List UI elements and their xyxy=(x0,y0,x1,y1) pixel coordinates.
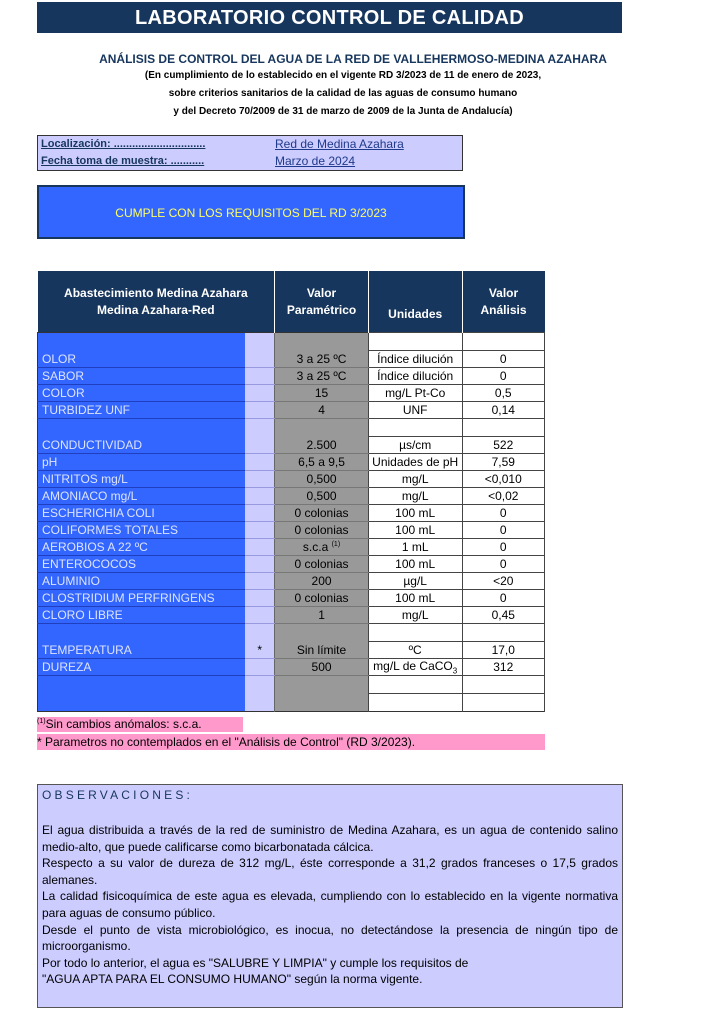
unit-text: ºC xyxy=(408,643,422,657)
analysis-value-text: 0 xyxy=(499,591,507,605)
parameter-mark xyxy=(245,437,275,454)
parameter-name xyxy=(38,454,246,471)
observation-paragraph: El agua distribuida a través de la red de suministro de Medina Azahara, es un agua de contenido salino medio-alto, que puede calificarse como bicarbonatada cálcica. xyxy=(42,823,618,854)
table-row xyxy=(38,488,545,505)
analysis-table-body xyxy=(38,333,545,712)
analysis-value xyxy=(462,590,544,607)
parameter-name xyxy=(38,607,246,624)
unit xyxy=(368,437,462,454)
analysis-value xyxy=(462,642,544,659)
unit-text: 100 mL xyxy=(395,523,436,537)
unit-text: mg/L de CaCO xyxy=(373,659,453,673)
table-cell-empty xyxy=(275,694,369,712)
parametric-value-text: 0 colonias xyxy=(294,506,349,520)
parameter-name xyxy=(38,402,246,419)
header-supply xyxy=(38,271,275,333)
unit-text: 100 mL xyxy=(395,557,436,571)
parameter-name xyxy=(38,659,246,676)
analysis-value-text: 0,14 xyxy=(491,403,515,417)
parametric-value xyxy=(275,556,369,573)
observation-paragraph: Desde el punto de vista microbiológico, es inocua, no detectándose la presencia de ningún tipo de microorganismo. xyxy=(42,922,618,954)
parameter-name-text: COLIFORMES TOTALES xyxy=(42,523,179,537)
header-analysis-value xyxy=(462,271,544,333)
parametric-value xyxy=(275,522,369,539)
parametric-value-text: 500 xyxy=(311,660,332,675)
table-cell-empty xyxy=(38,694,246,712)
unit xyxy=(368,505,462,522)
analysis-value xyxy=(462,607,544,624)
parameter-name xyxy=(38,385,246,402)
table-row xyxy=(38,556,545,573)
unit-text: mg/L xyxy=(401,472,429,486)
unit xyxy=(368,556,462,573)
analysis-value xyxy=(462,454,544,471)
analysis-value-text: 17,0 xyxy=(491,643,515,657)
footnote-sca-marker: (1) xyxy=(37,718,46,725)
analysis-value xyxy=(462,471,544,488)
analysis-value-text: <20 xyxy=(493,574,514,588)
parameter-name xyxy=(38,368,246,385)
parameter-name xyxy=(38,471,246,488)
unit-text: Unidades de pH xyxy=(372,455,459,469)
unit-text: µs/cm xyxy=(399,438,432,452)
table-spacer-row xyxy=(38,624,545,642)
table-row xyxy=(38,573,545,590)
table-row xyxy=(38,590,545,607)
parametric-value-text: 3 a 25 ºC xyxy=(296,369,347,383)
analysis-value xyxy=(462,522,544,539)
sample-info-box xyxy=(37,135,463,171)
unit xyxy=(368,573,462,590)
parametric-value-text: 2.500 xyxy=(306,437,337,452)
analysis-value-text: 0 xyxy=(499,523,507,537)
unit-subscript: 3 xyxy=(452,666,458,676)
table-cell-empty xyxy=(275,624,369,642)
table-cell-empty xyxy=(462,694,544,712)
parametric-value-text: 0,500 xyxy=(306,489,337,503)
table-row xyxy=(38,607,545,624)
sample-date-label: Fecha toma de muestra: ........... xyxy=(41,155,205,167)
table-row xyxy=(38,471,545,488)
table-cell-empty xyxy=(368,419,462,437)
parametric-value xyxy=(275,659,369,676)
table-row xyxy=(38,351,545,368)
header-units: Unidades xyxy=(368,271,462,333)
parameter-mark xyxy=(245,471,275,488)
parametric-value xyxy=(275,385,369,402)
unit-text: Índice dilución xyxy=(377,369,454,383)
analysis-value-text: <0,010 xyxy=(484,472,522,486)
table-cell-empty xyxy=(462,624,544,642)
parameter-name-text: ESCHERICHIA COLI xyxy=(42,506,155,520)
observation-paragraph: La calidad fisicoquímica de este agua es elevada, cumpliendo con lo establecido en la vigente normativa para aguas de consumo público. xyxy=(42,889,618,920)
parameter-name xyxy=(38,437,246,454)
unit xyxy=(368,454,462,471)
analysis-value-text: 0 xyxy=(499,352,507,366)
parametric-value-text: 4 xyxy=(318,403,325,417)
unit-text: mg/L xyxy=(401,489,429,503)
parametric-value-text: Sin límite xyxy=(296,642,347,657)
analysis-value-text: 312 xyxy=(493,660,514,675)
table-row xyxy=(38,522,545,539)
analysis-value-text: 7,59 xyxy=(491,455,515,469)
analysis-value-text: 0 xyxy=(499,369,507,383)
unit xyxy=(368,642,462,659)
parameter-name xyxy=(38,590,246,607)
observations-box xyxy=(37,784,623,1008)
header-supply-line1: Abastecimiento Medina Azahara xyxy=(64,285,248,300)
footnote-sca xyxy=(37,717,243,732)
table-spacer-row xyxy=(38,333,545,351)
unit xyxy=(368,659,462,676)
parameter-name-text: SABOR xyxy=(42,369,85,383)
analysis-value xyxy=(462,385,544,402)
parameter-name xyxy=(38,488,246,505)
table-cell-empty xyxy=(462,333,544,351)
observations-body xyxy=(42,822,618,988)
table-cell-empty xyxy=(38,676,246,694)
parameter-mark xyxy=(245,351,275,368)
table-cell-empty xyxy=(38,419,246,437)
table-cell-empty xyxy=(245,419,275,437)
table-cell-empty xyxy=(275,333,369,351)
parameter-mark xyxy=(245,590,275,607)
analysis-value-text: 0 xyxy=(499,540,507,554)
table-cell-empty xyxy=(368,694,462,712)
parameter-mark xyxy=(245,607,275,624)
parameter-name xyxy=(38,522,246,539)
parameter-name xyxy=(38,642,246,659)
analysis-value xyxy=(462,573,544,590)
header-value-line1: Valor xyxy=(488,285,519,300)
parameter-name-text: CLOSTRIDIUM PERFRINGENS xyxy=(42,591,215,605)
analysis-value xyxy=(462,659,544,676)
unit xyxy=(368,385,462,402)
unit xyxy=(368,488,462,505)
parameter-name-text: pH xyxy=(42,455,58,469)
parameter-name-text: AEROBIOS A 22 ºC xyxy=(42,540,148,554)
parametric-value xyxy=(275,402,369,419)
parameter-mark xyxy=(245,573,275,590)
parametric-value xyxy=(275,351,369,368)
table-row xyxy=(38,642,545,659)
legal-line-1: (En cumplimiento de lo establecido en el vigente RD 3/2023 de 11 de enero de 2023, xyxy=(144,70,542,81)
parametric-value-text: s.c.a xyxy=(302,540,329,554)
parametric-value-text: 0 colonias xyxy=(294,523,349,537)
parametric-value xyxy=(275,642,369,659)
table-cell-empty xyxy=(462,419,544,437)
unit xyxy=(368,607,462,624)
unit-text: UNF xyxy=(402,403,428,417)
parameter-name-text: OLOR xyxy=(42,351,77,366)
unit-text: 100 mL xyxy=(395,591,436,605)
table-cell-empty xyxy=(38,333,246,351)
header-parametric-value xyxy=(275,271,369,333)
parametric-value xyxy=(275,368,369,385)
parameter-name-text: CLORO LIBRE xyxy=(42,608,123,622)
parameter-mark xyxy=(245,642,275,659)
parameter-name xyxy=(38,556,246,573)
header-param-line2: Paramétrico xyxy=(286,302,357,317)
parameter-mark xyxy=(245,556,275,573)
table-cell-empty xyxy=(275,676,369,694)
table-cell-empty xyxy=(275,419,369,437)
unit-text: 100 mL xyxy=(395,506,436,520)
parameter-mark-text: * xyxy=(257,642,263,657)
table-row xyxy=(38,368,545,385)
parametric-value-text: 0 colonias xyxy=(294,591,349,605)
location-label: Localización: .............................. xyxy=(41,138,206,150)
table-row xyxy=(38,505,545,522)
unit xyxy=(368,522,462,539)
parametric-value xyxy=(275,454,369,471)
parameter-mark xyxy=(245,385,275,402)
observations-title: OBSERVACIONES: xyxy=(42,788,194,802)
unit xyxy=(368,351,462,368)
table-cell-empty xyxy=(368,624,462,642)
table-row xyxy=(38,454,545,471)
parameter-name-text: TURBIDEZ UNF xyxy=(42,403,130,417)
analysis-table xyxy=(37,271,545,712)
analysis-value-text: 0 xyxy=(499,506,507,520)
table-row xyxy=(38,539,545,556)
table-spacer-row xyxy=(38,419,545,437)
footnote-sca-text: Sin cambios anómalos: s.c.a. xyxy=(45,717,202,731)
parametric-value-text: 1 xyxy=(318,608,325,622)
unit-text: mg/L Pt-Co xyxy=(385,386,446,400)
analysis-value xyxy=(462,539,544,556)
table-cell-empty xyxy=(38,624,246,642)
parameter-name xyxy=(38,351,246,368)
unit xyxy=(368,539,462,556)
parametric-value-text: 6,5 a 9,5 xyxy=(298,455,345,469)
unit-text: Índice dilución xyxy=(377,352,454,366)
unit xyxy=(368,590,462,607)
analysis-value xyxy=(462,505,544,522)
unit-text: µg/L xyxy=(403,574,427,588)
compliance-status-box: CUMPLE CON LOS REQUISITOS DEL RD 3/2023 xyxy=(37,185,465,239)
observation-paragraph: Por todo lo anterior, el agua es "SALUBRE Y LIMPIA" y cumple los requisitos de xyxy=(42,955,469,970)
report-subtitle: ANÁLISIS DE CONTROL DEL AGUA DE LA RED DE VALLEHERMOSO-MEDINA AZAHARA xyxy=(99,52,607,66)
parameter-name-text: CONDUCTIVIDAD xyxy=(42,437,143,452)
parametric-value-text: 0 colonias xyxy=(294,557,349,571)
report-banner-title: LABORATORIO CONTROL DE CALIDAD xyxy=(37,2,622,33)
table-row xyxy=(38,437,545,454)
parameter-mark xyxy=(245,522,275,539)
unit-text: mg/L xyxy=(401,608,429,622)
parametric-value-note: (1) xyxy=(331,541,341,548)
parameter-name xyxy=(38,505,246,522)
parameter-name-text: ALUMINIO xyxy=(42,574,101,588)
unit xyxy=(368,368,462,385)
parametric-value-text: 15 xyxy=(314,386,329,400)
parametric-value xyxy=(275,505,369,522)
footnote-asterisk: * Parametros no contemplados en el "Análisis de Control" (RD 3/2023). xyxy=(37,734,545,750)
parametric-value-text: 0,500 xyxy=(306,472,337,486)
parameter-name xyxy=(38,539,246,556)
analysis-value-text: 522 xyxy=(493,438,514,452)
table-cell-empty xyxy=(245,333,275,351)
unit xyxy=(368,471,462,488)
parameter-name-text: COLOR xyxy=(42,386,85,400)
table-row xyxy=(38,402,545,419)
table-spacer-row xyxy=(38,676,545,694)
analysis-value-text: 0 xyxy=(499,557,507,571)
unit xyxy=(368,402,462,419)
parameter-mark xyxy=(245,454,275,471)
parametric-value-text: 3 a 25 ºC xyxy=(296,351,347,366)
table-spacer-row xyxy=(38,694,545,712)
parameter-mark xyxy=(245,505,275,522)
legal-line-3: y del Decreto 70/2009 de 31 de marzo de 2009 de la Junta de Andalucía) xyxy=(173,106,513,117)
analysis-value-text: 0,5 xyxy=(494,386,512,400)
parameter-mark xyxy=(245,539,275,556)
parameter-name-text: NITRITOS mg/L xyxy=(42,472,128,486)
table-row xyxy=(38,659,545,676)
analysis-value-text: <0,02 xyxy=(488,489,519,503)
legal-line-2: sobre criterios sanitarios de la calidad de las aguas de consumo humano xyxy=(168,88,518,99)
parameter-name-text: ENTEROCOCOS xyxy=(42,557,137,571)
parametric-value xyxy=(275,573,369,590)
parameter-mark xyxy=(245,402,275,419)
parametric-value xyxy=(275,488,369,505)
parametric-value xyxy=(275,471,369,488)
parametric-value xyxy=(275,607,369,624)
analysis-value xyxy=(462,488,544,505)
header-param-line1: Valor xyxy=(306,285,337,300)
analysis-value xyxy=(462,556,544,573)
analysis-value xyxy=(462,351,544,368)
parameter-name xyxy=(38,573,246,590)
parametric-value xyxy=(275,539,369,556)
table-cell-empty xyxy=(245,676,275,694)
observation-paragraph: Respecto a su valor de dureza de 312 mg/L, éste corresponde a 31,2 grados franceses o 17,5 grados alemanes. xyxy=(42,856,618,887)
parameter-name-text: DUREZA xyxy=(42,660,92,675)
unit-text: 1 mL xyxy=(401,540,429,554)
table-header-row xyxy=(38,271,545,333)
header-value-line2: Análisis xyxy=(480,302,527,317)
sample-date-value: Marzo de 2024 xyxy=(275,154,356,168)
table-row xyxy=(38,385,545,402)
header-supply-line2: Medina Azahara-Red xyxy=(97,302,215,317)
parametric-value xyxy=(275,437,369,454)
location-value: Red de Medina Azahara xyxy=(275,137,404,151)
table-cell-empty xyxy=(368,676,462,694)
table-cell-empty xyxy=(245,694,275,712)
parameter-name-text: AMONIACO mg/L xyxy=(42,489,138,503)
analysis-value-text: 0,45 xyxy=(491,608,515,622)
analysis-value xyxy=(462,437,544,454)
parameter-name-text: TEMPERATURA xyxy=(42,642,132,657)
table-cell-empty xyxy=(462,676,544,694)
analysis-value xyxy=(462,368,544,385)
parameter-mark xyxy=(245,488,275,505)
parameter-mark xyxy=(245,368,275,385)
parametric-value-text: 200 xyxy=(311,574,332,588)
table-cell-empty xyxy=(368,333,462,351)
parametric-value xyxy=(275,590,369,607)
analysis-value xyxy=(462,402,544,419)
observation-paragraph: "AGUA APTA PARA EL CONSUMO HUMANO" según la norma vigente. xyxy=(42,972,423,987)
parameter-mark xyxy=(245,659,275,676)
table-cell-empty xyxy=(245,624,275,642)
